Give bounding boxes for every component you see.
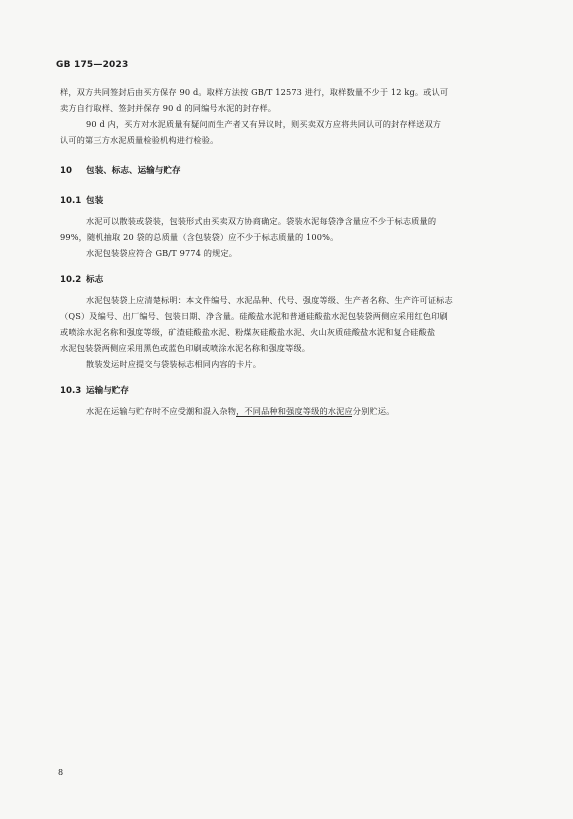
section-title: 包装 [86, 196, 104, 206]
paragraph-line: 样，双方共同签封后由买方保存 90 d。取样方法按 GB/T 12573 进行，取样数量不少于 12 kg。或认可 [60, 87, 449, 97]
paragraph-line: 水泥在运输与贮存时不应受潮和混入杂物，不同品种和强度等级的水泥应分别贮运。 [86, 406, 395, 416]
section-number: 10 [60, 166, 72, 176]
section-number: 10.1 [60, 196, 82, 206]
paragraph-line: 散装发运时应提交与袋装标志相同内容的卡片。 [86, 359, 262, 369]
section-title: 标志 [86, 275, 104, 285]
paragraph-line: 认可的第三方水泥质量检验机构进行检验。 [60, 135, 219, 145]
section-title: 运输与贮存 [86, 386, 129, 396]
section-heading-10-3 [60, 384, 129, 398]
section-heading-10-1 [60, 194, 103, 208]
section-title: 包装、标志、运输与贮存 [86, 166, 181, 176]
section-number: 10.3 [60, 386, 82, 396]
paragraph-line: 99%，随机抽取 20 袋的总质量（含包装袋）应不少于标志质量的 100%。 [60, 232, 339, 242]
paragraph-line: 水泥可以散装或袋装，包装形式由买卖双方协商确定。袋装水泥每袋净含量应不少于标志质量的 [86, 216, 437, 226]
paragraph-line: 90 d 内，买方对水泥质量有疑问而生产者又有异议时，则买卖双方应将共同认可的封存样送双方 [86, 119, 442, 129]
paragraph-line: （QS）及编号、出厂编号、包装日期、净含量。硅酸盐水泥和普通硅酸盐水泥包装袋两侧应采用红色印刷 [60, 311, 448, 321]
paragraph-line: 卖方自行取样、签封并保存 90 d 的同编号水泥的封存样。 [60, 103, 277, 113]
section-number: 10.2 [60, 275, 82, 285]
paragraph-line: 或喷涂水泥名称和强度等级，矿渣硅酸盐水泥、粉煤灰硅酸盐水泥、火山灰质硅酸盐水泥和复合硅酸盐 [60, 327, 436, 337]
section-heading-10 [60, 164, 181, 178]
standard-number: GB 175—2023 [56, 60, 129, 70]
paragraph-line: 水泥包装袋应符合 GB/T 9774 的规定。 [86, 248, 238, 258]
paragraph-line: 水泥包装袋上应清楚标明：本文件编号、水泥品种、代号、强度等级、生产者名称、生产许可证标志 [86, 295, 453, 305]
end-of-document-rule [236, 416, 352, 417]
page-number: 8 [58, 768, 64, 777]
paragraph-line: 水泥包装袋两侧应采用黑色或蓝色印刷或喷涂水泥名称和强度等级。 [60, 343, 311, 353]
section-heading-10-2 [60, 273, 103, 287]
